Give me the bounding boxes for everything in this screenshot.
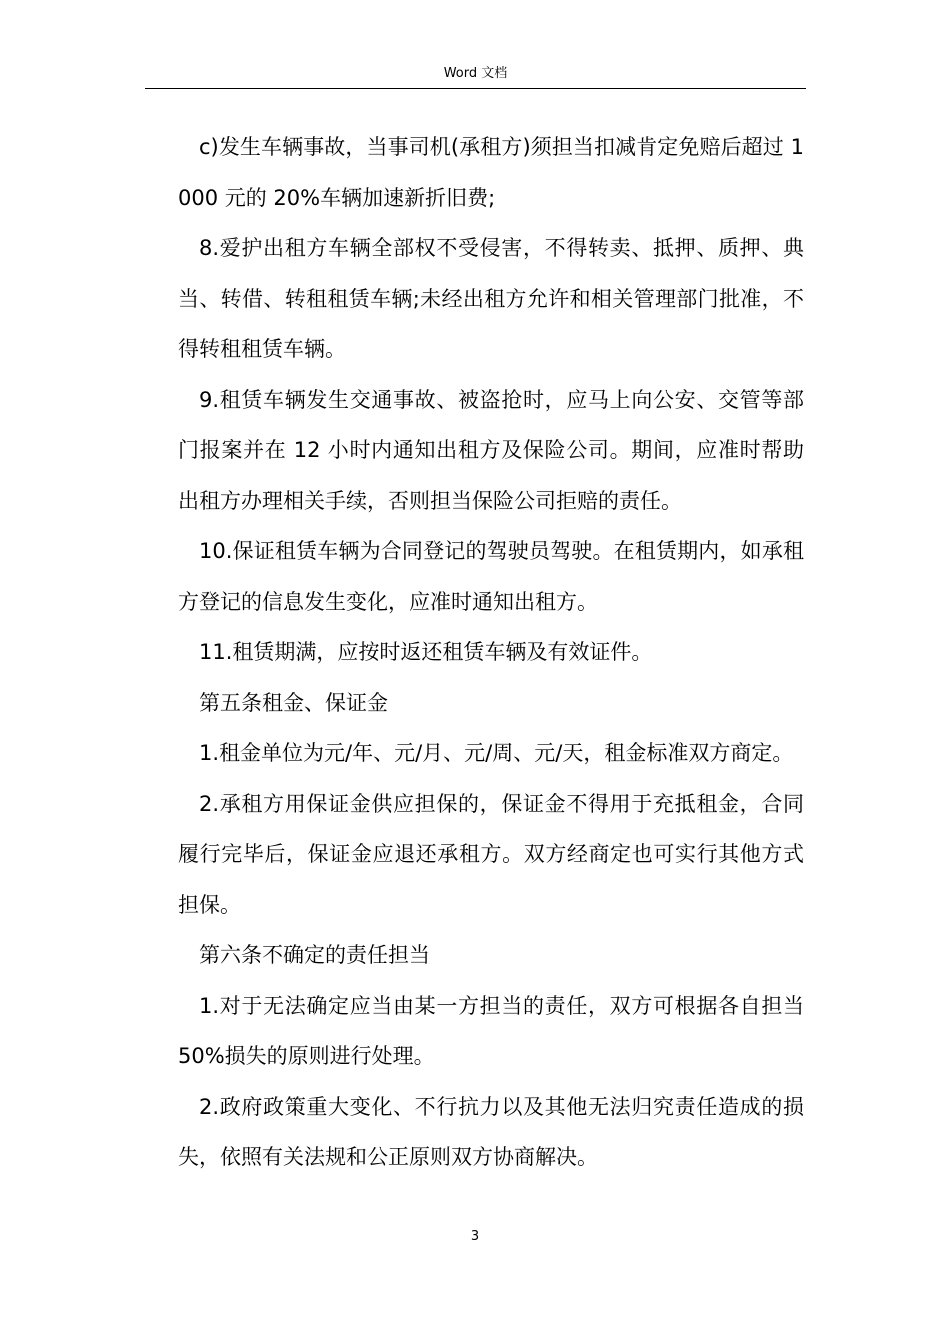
page-header — [145, 60, 806, 89]
paragraph: 10.保证租赁车辆为合同登记的驾驶员驾驶。在租赁期内，如承租方登记的信息发生变化，应准时通知出租方。 — [178, 539, 804, 614]
section-heading: 第五条租金、保证金 — [199, 690, 388, 715]
paragraph: c)发生车辆事故，当事司机(承租方)须担当扣减肯定免赔后超过 1000 元的 20%车辆加速新折旧费; — [178, 135, 804, 210]
paragraph: 8.爱护出租方车辆全部权不受侵害，不得转卖、抵押、质押、典当、转借、转租租赁车辆;未经出租方允许和相关管理部门批准，不得转租租赁车辆。 — [178, 236, 804, 361]
header-title: Word 文档 — [443, 66, 508, 81]
paragraph: 1.对于无法确定应当由某一方担当的责任，双方可根据各自担当 50%损失的原则进行处理。 — [178, 993, 804, 1068]
paragraph: 2.承租方用保证金供应担保的，保证金不得用于充抵租金，合同履行完毕后，保证金应退还承租方。双方经商定也可实行其他方式担保。 — [178, 791, 804, 917]
document-body — [178, 122, 804, 1183]
paragraph: 2.政府政策重大变化、不行抗力以及其他无法归究责任造成的损失，依照有关法规和公正原则双方协商解决。 — [178, 1094, 804, 1169]
page-footer — [0, 1229, 950, 1244]
paragraph: 11.租赁期满，应按时返还租赁车辆及有效证件。 — [199, 640, 653, 664]
paragraph: 9.租赁车辆发生交通事故、被盗抢时，应马上向公安、交管等部门报案并在 12 小时内通知出租方及保险公司。期间，应准时帮助出租方办理相关手续，否则担当保险公司拒赔的责任。 — [178, 387, 804, 513]
section-heading: 第六条不确定的责任担当 — [199, 943, 430, 967]
page-number: 3 — [470, 1229, 480, 1244]
paragraph: 1.租金单位为元/年、元/月、元/周、元/天，租金标准双方商定。 — [199, 741, 794, 765]
